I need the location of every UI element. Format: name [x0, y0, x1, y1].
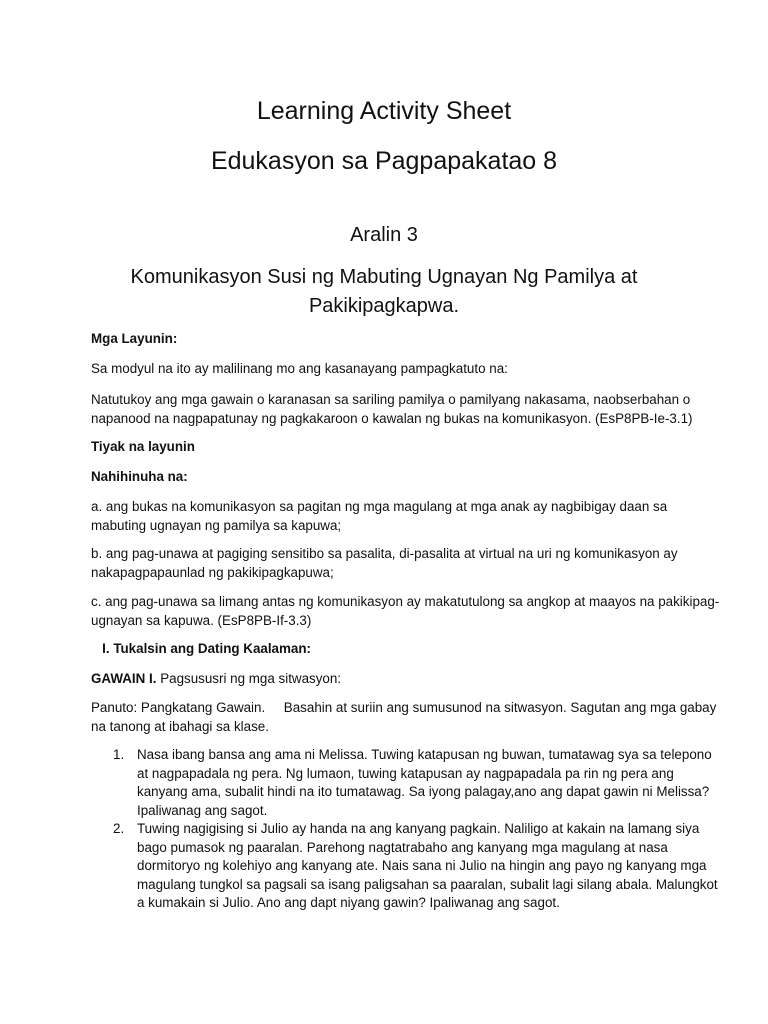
activity-heading — [91, 670, 691, 689]
document-subtitle: Edukasyon sa Pagpapakatao 8 — [210, 147, 558, 175]
list-item-number: 2. — [113, 821, 125, 836]
specific-objectives-label: Tiyak na layunin — [91, 439, 195, 454]
list-item — [91, 820, 718, 913]
instructions-line2: na tanong at ibahagi sa klase. — [91, 719, 269, 734]
item-b-line2: nakapagpapaunlad ng pakikipagkapuwa; — [91, 565, 334, 580]
list-item-line: kanyang ama, subalit hindi na ito tumatawag. Sa iyong palagay,ano ang dapat gawin ni Melissa? — [137, 784, 710, 799]
item-b-line1: b. ang pag-unawa at pagiging sensitibo sa pasalita, di-pasalita at virtual na uri ng komunikasyon ay — [91, 546, 678, 561]
list-item-line: dormitoryo ng kolehiyo ang kanyang ate. Nais sana ni Julio na hingin ang payo ng kanyang mga — [137, 858, 707, 873]
competency-line2: napanood na nagpapatunay ng pagkakaroon o kawalan ng bukas na komunikasyon. (EsP8PB-Ie-3.1) — [91, 411, 693, 426]
section-one-heading: I. Tukalsin ang Dating Kaalaman: — [91, 641, 311, 656]
list-item-number: 1. — [113, 747, 125, 762]
item-c-line2: ugnayan sa kapuwa. (EsP8PB-If-3.3) — [91, 613, 312, 628]
list-item-line: Ipaliwanag ang sagot. — [137, 802, 268, 818]
situations-list — [91, 746, 718, 913]
list-item-line: at nagpapadala ng pera. Ng lumaon, tuwing katapusan ay nagpapadala pa rin ng pera ang — [137, 765, 674, 781]
understood-label: Nahihinuha na: — [91, 469, 188, 484]
list-item-line: bago pumasok ng paaralan. Parehong nagtatrabaho ang kanyang mga magulang at nasa — [137, 839, 668, 855]
item-a-line2: mabuting ugnayan ng pamilya sa kapuwa; — [91, 518, 342, 533]
document-title: Learning Activity Sheet — [256, 97, 512, 125]
lesson-number: Aralin 3 — [350, 224, 418, 246]
list-item — [91, 746, 712, 820]
item-a-line1: a. ang bukas na komunikasyon sa pagitan ng mga magulang at mga anak ay nagbibigay daan sa — [91, 499, 668, 514]
list-item-line: Tuwing nagigising si Julio ay handa na ang kanyang pagkain. Naliligo at kakain na lamang siya — [137, 821, 700, 836]
lesson-title-line1: Komunikasyon Susi ng Mabuting Ugnayan Ng Pamilya at — [130, 266, 638, 288]
list-item-line: Nasa ibang bansa ang ama ni Melissa. Tuwing katapusan ng buwan, tumatawag sya sa telepono — [137, 747, 712, 762]
lesson-title-line2: Pakikipagkapwa. — [308, 295, 460, 317]
instructions-line1: Panuto: Pangkatang Gawain. Basahin at suriin ang sumusunod na sitwasyon. Sagutan ang mga gabay — [91, 700, 717, 715]
intro-text: Sa modyul na ito ay malilinang mo ang kasanayang pampagkatuto na: — [91, 361, 508, 376]
list-item-line: a kumakain si Julio. Ano ang dapt niyang gawin? Ipaliwanag ang sagot. — [137, 895, 560, 910]
objectives-label: Mga Layunin: — [91, 331, 178, 346]
competency-line1: Natutukoy ang mga gawain o karanasan sa sariling pamilya o pamilyang nakasama, naobserbahan o — [91, 392, 691, 407]
activity-description: Pagsususri ng mga sitwasyon: — [156, 671, 342, 686]
item-c-line1: c. ang pag-unawa sa limang antas ng komunikasyon ay makatutulong sa angkop at maayos na pakikipag- — [91, 594, 720, 609]
list-item-line: magulang tungkol sa pagsali sa isang paligsahan sa paaralan, subalit lagi silang abala. Malungkot — [137, 876, 718, 892]
activity-label: GAWAIN I. — [91, 671, 157, 686]
